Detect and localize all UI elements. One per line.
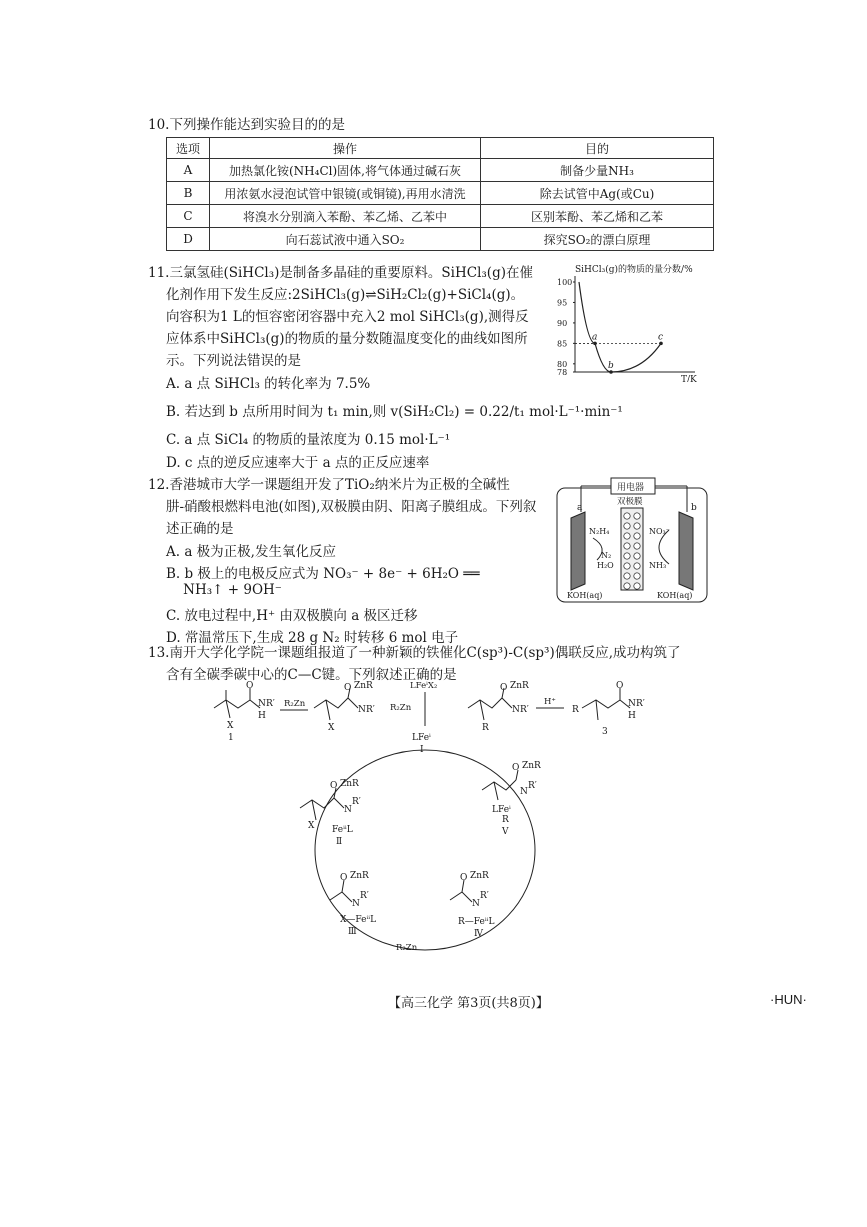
- intermediate-2: [300, 779, 361, 847]
- y-tick-label: 90: [557, 318, 568, 328]
- stem-line: 应体系中SiHCl₃(g)的物质的量分数随温度变化的曲线如图所: [166, 331, 528, 347]
- svg-text:N: N: [472, 899, 480, 909]
- left-solution: KOH(aq): [567, 591, 603, 600]
- table-header-row: [167, 138, 714, 159]
- svg-text:R: R: [572, 705, 579, 715]
- table-cell: 除去试管中Ag(或Cu): [481, 182, 714, 205]
- membrane-ion: [634, 563, 640, 569]
- table-header: 目的: [481, 138, 714, 159]
- table-cell: B: [167, 182, 210, 205]
- fe-species-1: LFeⁱ: [412, 733, 431, 743]
- table-header: 操作: [210, 138, 481, 159]
- svg-text:O: O: [616, 681, 624, 691]
- chart-xlabel: T/K: [681, 375, 697, 382]
- svg-text:O: O: [500, 683, 508, 693]
- reagent: H⁺: [544, 697, 556, 707]
- option-b: B. b 极上的电极反应式为 NO₃⁻ + 8e⁻ + 6H₂O ══: [166, 566, 480, 582]
- point-label: a: [592, 332, 598, 343]
- membrane-ion: [624, 583, 630, 589]
- table-header: 选项: [167, 138, 210, 159]
- option-c: C. a 点 SiCl₄ 的物质的量浓度为 0.15 mol·L⁻¹: [166, 432, 451, 448]
- point-label: b: [608, 361, 614, 371]
- svg-text:Ⅲ: Ⅲ: [348, 927, 357, 937]
- species: N₂: [601, 551, 612, 560]
- stem-line: 13.南开大学化学院一课题组报道了一种新颖的铁催化C(sp³)-C(sp³)偶联反应,成功构筑了: [148, 645, 681, 661]
- svg-text:R—FeⁱⁱL: R—FeⁱⁱL: [458, 917, 495, 927]
- footer-code: ·HUN·: [770, 992, 807, 1007]
- y-tick-label: 95: [557, 298, 568, 308]
- option-d: D. c 点的逆反应速率大于 a 点的正反应速率: [166, 455, 430, 471]
- svg-text:O: O: [460, 873, 468, 883]
- table-cell: 向石蕊试液中通入SO₂: [210, 228, 481, 251]
- table-cell: D: [167, 228, 210, 251]
- species: N₂H₄: [589, 527, 610, 536]
- fuel-cell-diagram: [553, 474, 711, 604]
- q11-chart: [555, 262, 705, 382]
- svg-text:N: N: [358, 705, 366, 715]
- table-cell: A: [167, 159, 210, 182]
- reagent: R₂Zn: [396, 943, 418, 953]
- table-cell: 加热氯化铵(NH₄Cl)固体,将气体通过碱石灰: [210, 159, 481, 182]
- svg-text:FeⁱⁱL: FeⁱⁱL: [332, 825, 353, 835]
- page-footer: 【高三化学 第3页(共8页)】: [388, 996, 549, 1011]
- table-row: [167, 205, 714, 228]
- intermediate-3: [330, 871, 376, 937]
- question-11-stem: [148, 262, 558, 372]
- stem-line: 述正确的是: [166, 521, 234, 537]
- label-b: b: [691, 503, 697, 513]
- membrane-ion: [634, 533, 640, 539]
- y-tick-label: 85: [557, 339, 568, 349]
- svg-text:N: N: [512, 705, 520, 715]
- svg-text:O: O: [512, 763, 520, 773]
- device-label: 用电器: [617, 483, 645, 493]
- svg-text:N: N: [352, 899, 360, 909]
- stem-line: 示。下列说法错误的是: [166, 353, 301, 369]
- intermediate-4: [450, 871, 494, 939]
- question-12-stem: [148, 474, 558, 540]
- membrane-ion: [624, 543, 630, 549]
- membrane-ion: [624, 523, 630, 529]
- svg-text:N: N: [520, 787, 528, 797]
- membrane-ion: [624, 563, 630, 569]
- svg-text:LFeⁱ: LFeⁱ: [492, 805, 511, 815]
- svg-text:H: H: [628, 711, 636, 721]
- svg-text:R′: R′: [520, 705, 529, 715]
- svg-text:Ⅴ: Ⅴ: [502, 827, 509, 837]
- option-a: A. a 点 SiHCl₃ 的转化率为 7.5%: [166, 376, 371, 392]
- reagent: R₂Zn: [390, 703, 412, 713]
- table-cell: 区别苯酚、苯乙烯和乙苯: [481, 205, 714, 228]
- electrode-a: [571, 512, 585, 590]
- species: NH₃: [649, 561, 667, 570]
- svg-text:R′: R′: [366, 705, 375, 715]
- membrane-ion: [624, 533, 630, 539]
- svg-text:O: O: [246, 681, 254, 691]
- table-cell: 用浓氨水浸泡试管中银镜(或铜镜),再用水清洗: [210, 182, 481, 205]
- svg-text:3: 3: [602, 727, 608, 737]
- roman-1: Ⅰ: [420, 745, 424, 755]
- table-cell: C: [167, 205, 210, 228]
- question-10-table: [166, 137, 714, 251]
- svg-text:ZnR: ZnR: [522, 761, 541, 771]
- svg-text:Ⅳ: Ⅳ: [474, 929, 483, 939]
- compound-1: [214, 681, 275, 743]
- y-ticks: [557, 278, 575, 377]
- svg-text:ZnR: ZnR: [340, 779, 359, 789]
- table-row: [167, 182, 714, 205]
- stem-line: 向容积为1 L的恒容密闭容器中充入2 mol SiHCl₃(g),测得反: [166, 309, 529, 325]
- option-b: B. 若达到 b 点所用时间为 t₁ min,则 v(SiH₂Cl₂) = 0.22/t₁ mol·L⁻¹·min⁻¹: [166, 404, 623, 420]
- stem-line: 化剂作用下发生反应:2SiHCl₃(g)⇌SiH₂Cl₂(g)+SiCl₄(g)。: [166, 287, 525, 303]
- svg-text:R′: R′: [636, 699, 645, 709]
- table-row: [167, 159, 714, 182]
- svg-text:N: N: [344, 805, 352, 815]
- svg-text:ZnR: ZnR: [354, 681, 373, 691]
- svg-text:ZnR: ZnR: [350, 871, 369, 881]
- question-10-stem: 10.下列操作能达到实验目的的是: [148, 117, 345, 133]
- svg-text:O: O: [330, 781, 338, 791]
- svg-text:R′: R′: [266, 699, 275, 709]
- membrane-ion: [634, 523, 640, 529]
- svg-text:Ⅱ: Ⅱ: [336, 837, 343, 847]
- option-c: C. 放电过程中,H⁺ 由双极膜向 a 极区迁移: [166, 608, 418, 624]
- table-row: [167, 228, 714, 251]
- option-a: A. a 极为正极,发生氧化反应: [166, 544, 336, 560]
- label-a: a: [577, 503, 583, 513]
- membrane-ion: [624, 513, 630, 519]
- y-tick-label: 78: [557, 368, 568, 377]
- svg-text:R′: R′: [360, 891, 369, 901]
- svg-text:X: X: [328, 723, 335, 733]
- table-cell: 将溴水分别滴入苯酚、苯乙烯、乙苯中: [210, 205, 481, 228]
- svg-text:H: H: [258, 711, 266, 721]
- membrane-ion: [634, 583, 640, 589]
- compound-3: [572, 681, 645, 737]
- data-points: [575, 332, 663, 373]
- svg-text:N: N: [258, 699, 266, 709]
- membrane-label: 双极膜: [617, 497, 643, 507]
- membrane-ion: [624, 573, 630, 579]
- chart-ylabel: SiHCl₃(g)的物质的量分数/%: [575, 265, 693, 275]
- right-solution: KOH(aq): [657, 591, 693, 600]
- product-intermediate: [468, 681, 529, 733]
- svg-text:ZnR: ZnR: [510, 681, 529, 691]
- membrane-ion: [634, 543, 640, 549]
- svg-text:R′: R′: [480, 891, 489, 901]
- option-b-continued: NH₃↑ + 9OH⁻: [166, 582, 282, 598]
- svg-text:R′: R′: [352, 797, 361, 807]
- membrane-ion: [624, 553, 630, 559]
- stem-line: 肼-硝酸根燃料电池(如图),双极膜由阴、阳离子膜组成。下列叙: [166, 499, 537, 515]
- svg-text:N: N: [628, 699, 636, 709]
- y-tick-label: 100: [557, 278, 573, 287]
- zinc-enolate: [314, 681, 375, 733]
- stem-line: 11.三氯氢硅(SiHCl₃)是制备多晶硅的重要原料。SiHCl₃(g)在催: [148, 265, 533, 281]
- svg-text:R′: R′: [528, 781, 537, 791]
- table-cell: 探究SO₂的漂白原理: [481, 228, 714, 251]
- svg-text:ZnR: ZnR: [470, 871, 489, 881]
- reagent: R₂Zn: [284, 699, 306, 709]
- svg-text:O: O: [344, 683, 352, 693]
- membrane-ion: [634, 513, 640, 519]
- catalyst: LFeⁱX₂: [410, 681, 438, 691]
- svg-text:O: O: [340, 873, 348, 883]
- table-cell: 制备少量NH₃: [481, 159, 714, 182]
- catalytic-cycle-diagram: [200, 680, 670, 980]
- y-tick-label: 80: [557, 359, 568, 369]
- option-d: D. 常温常压下,生成 28 g N₂ 时转移 6 mol 电子: [166, 630, 459, 646]
- point-label: c: [658, 332, 664, 343]
- stem-line: 12.香港城市大学一课题组开发了TiO₂纳米片为正极的全碱性: [148, 477, 510, 493]
- svg-text:1: 1: [228, 733, 234, 743]
- electrode-b: [679, 512, 693, 590]
- species: H₂O: [597, 561, 614, 570]
- membrane-ion: [634, 573, 640, 579]
- svg-text:X: X: [227, 721, 234, 731]
- svg-text:R: R: [502, 815, 509, 825]
- species: NO₃⁻: [649, 527, 670, 536]
- membrane-ion: [634, 553, 640, 559]
- svg-text:X: X: [308, 821, 315, 831]
- series-line: [579, 282, 664, 372]
- svg-text:X—FeⁱⁱL: X—FeⁱⁱL: [340, 915, 377, 925]
- svg-text:R: R: [482, 723, 489, 733]
- stem-line: 含有全碳季碳中心的C—C键。下列叙述正确的是: [166, 667, 457, 683]
